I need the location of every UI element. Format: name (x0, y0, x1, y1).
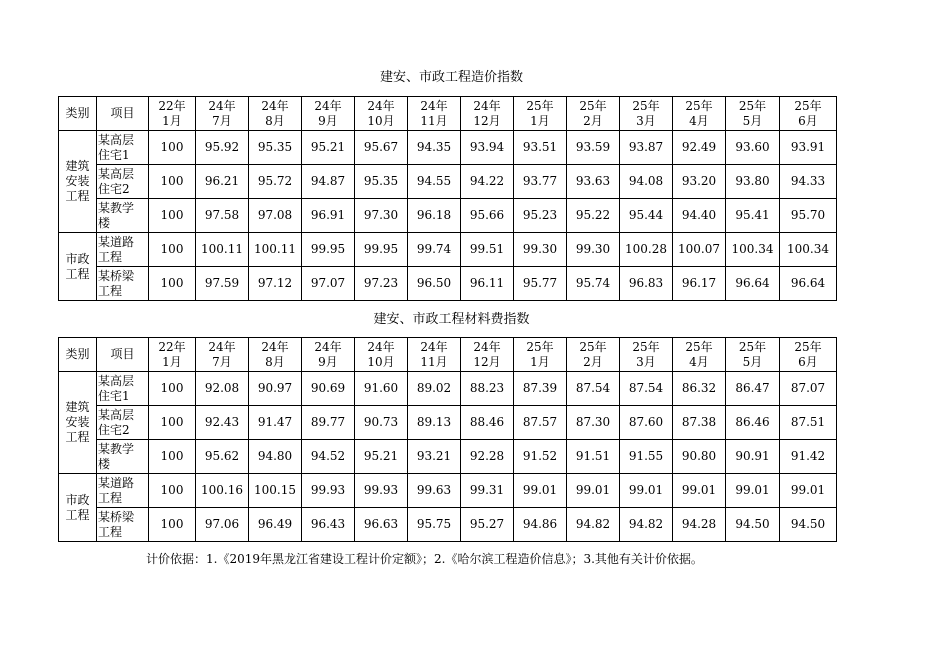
period-header-line: 24年 (473, 98, 501, 113)
period-header (461, 338, 514, 372)
period-header-line: 24年 (261, 98, 289, 113)
table-body (59, 131, 837, 301)
index-value-cell: 93.59 (567, 131, 620, 165)
period-header-line: 24年 (367, 98, 395, 113)
period-header-line: 25年 (794, 339, 822, 354)
category-header: 类别 (59, 97, 97, 131)
category-line: 工程 (65, 266, 90, 281)
category-line: 工程 (65, 189, 90, 203)
index-value-cell: 97.58 (196, 199, 249, 233)
index-value-cell: 94.50 (726, 508, 780, 542)
index-value-cell: 94.35 (408, 131, 461, 165)
index-value-cell: 97.07 (302, 267, 355, 301)
item-line: 住宅2 (98, 181, 130, 196)
period-header-line: 3月 (636, 354, 656, 369)
material-index-title: 建安、市政工程材料费指数 (373, 312, 530, 327)
period-header-line: 24年 (314, 339, 342, 354)
item-header: 项目 (97, 97, 149, 131)
index-value-cell: 91.52 (514, 440, 567, 474)
period-header-line: 4月 (689, 113, 709, 128)
index-value-cell: 100.34 (726, 233, 780, 267)
period-header (726, 338, 780, 372)
index-value-cell: 91.60 (355, 372, 408, 406)
index-value-cell: 90.73 (355, 406, 408, 440)
index-value-cell: 86.47 (726, 372, 780, 406)
index-value-cell: 100 (149, 372, 196, 406)
index-value-cell: 86.32 (673, 372, 726, 406)
period-header (302, 97, 355, 131)
index-value-cell: 99.95 (355, 233, 408, 267)
item-line: 工程 (98, 490, 123, 505)
index-value-cell: 96.18 (408, 199, 461, 233)
category-line: 安装 (65, 415, 90, 429)
index-value-cell: 97.12 (249, 267, 302, 301)
item-line: 某高层 (98, 373, 135, 388)
table-row (59, 406, 837, 440)
period-header (355, 338, 408, 372)
period-header-line: 5月 (742, 354, 763, 369)
index-value-cell: 91.51 (567, 440, 620, 474)
index-value-cell: 94.80 (249, 440, 302, 474)
period-header (149, 97, 196, 131)
index-value-cell: 92.28 (461, 440, 514, 474)
index-value-cell: 93.91 (780, 131, 837, 165)
index-value-cell: 93.63 (567, 165, 620, 199)
item-cell (97, 372, 149, 406)
index-value-cell: 99.31 (461, 474, 514, 508)
item-line: 住宅2 (98, 422, 130, 437)
table-row (59, 165, 837, 199)
index-value-cell: 95.21 (355, 440, 408, 474)
index-value-cell: 90.91 (726, 440, 780, 474)
item-line: 某高层 (98, 166, 135, 181)
table-row (59, 474, 837, 508)
period-header-line: 24年 (367, 339, 395, 354)
index-value-cell: 95.22 (567, 199, 620, 233)
index-value-cell: 100.16 (196, 474, 249, 508)
index-value-cell: 87.54 (620, 372, 673, 406)
index-value-cell: 99.01 (673, 474, 726, 508)
index-value-cell: 100 (149, 474, 196, 508)
period-header (673, 338, 726, 372)
period-header-line: 24年 (314, 98, 342, 113)
category-cell (59, 372, 97, 474)
period-header (620, 338, 673, 372)
index-value-cell: 100 (149, 233, 196, 267)
index-value-cell: 100 (149, 131, 196, 165)
period-header-line: 7月 (212, 354, 232, 369)
period-header-line: 5月 (742, 113, 763, 128)
period-header (514, 338, 567, 372)
period-header (726, 97, 780, 131)
index-value-cell: 90.69 (302, 372, 355, 406)
period-header-line: 4月 (689, 354, 709, 369)
period-header (567, 338, 620, 372)
index-value-cell: 95.92 (196, 131, 249, 165)
cost-index-table (58, 96, 837, 301)
category-line: 安装 (65, 174, 90, 188)
index-value-cell: 88.23 (461, 372, 514, 406)
index-value-cell: 91.55 (620, 440, 673, 474)
index-value-cell: 100.11 (196, 233, 249, 267)
table-row (59, 508, 837, 542)
table-row (59, 233, 837, 267)
table-row (59, 267, 837, 301)
index-value-cell: 87.38 (673, 406, 726, 440)
index-value-cell: 96.64 (780, 267, 837, 301)
index-value-cell: 89.77 (302, 406, 355, 440)
index-value-cell: 93.77 (514, 165, 567, 199)
index-value-cell: 94.28 (673, 508, 726, 542)
index-value-cell: 99.01 (726, 474, 780, 508)
period-header-line: 1月 (530, 113, 550, 128)
item-cell (97, 508, 149, 542)
index-value-cell: 87.51 (780, 406, 837, 440)
item-line: 某教学 (98, 441, 135, 456)
index-value-cell: 99.01 (567, 474, 620, 508)
item-header: 项目 (97, 338, 149, 372)
index-value-cell: 97.30 (355, 199, 408, 233)
index-value-cell: 87.39 (514, 372, 567, 406)
item-line: 某道路 (98, 475, 135, 490)
period-header (149, 338, 196, 372)
category-line: 建筑 (65, 159, 90, 173)
index-value-cell: 95.67 (355, 131, 408, 165)
period-header (673, 97, 726, 131)
index-value-cell: 89.02 (408, 372, 461, 406)
item-cell (97, 199, 149, 233)
item-line: 住宅1 (98, 388, 130, 403)
item-line: 某桥梁 (98, 268, 135, 283)
period-header-line: 10月 (367, 354, 395, 369)
table-row (59, 199, 837, 233)
header-row (59, 97, 837, 131)
item-line: 楼 (98, 456, 111, 471)
period-header-line: 22年 (158, 339, 186, 354)
period-header-line: 25年 (632, 339, 660, 354)
index-value-cell: 92.49 (673, 131, 726, 165)
table-row (59, 372, 837, 406)
period-header-line: 22年 (158, 98, 186, 113)
table-row (59, 440, 837, 474)
index-value-cell: 96.91 (302, 199, 355, 233)
period-header-line: 7月 (212, 113, 232, 128)
item-line: 某教学 (98, 200, 135, 215)
index-value-cell: 100 (149, 508, 196, 542)
index-value-cell: 94.82 (567, 508, 620, 542)
index-value-cell: 99.30 (567, 233, 620, 267)
index-value-cell: 99.63 (408, 474, 461, 508)
category-line: 建筑 (65, 400, 90, 414)
item-cell (97, 131, 149, 165)
index-value-cell: 96.63 (355, 508, 408, 542)
index-value-cell: 92.43 (196, 406, 249, 440)
index-value-cell: 94.86 (514, 508, 567, 542)
period-header-line: 25年 (579, 98, 607, 113)
category-cell (59, 131, 97, 233)
index-value-cell: 97.08 (249, 199, 302, 233)
index-value-cell: 100.15 (249, 474, 302, 508)
period-header (461, 97, 514, 131)
period-header-line: 25年 (738, 98, 767, 113)
index-value-cell: 95.77 (514, 267, 567, 301)
category-line: 市政 (65, 251, 90, 266)
period-header-line: 9月 (318, 113, 338, 128)
index-value-cell: 95.44 (620, 199, 673, 233)
item-cell (97, 474, 149, 508)
index-value-cell: 87.60 (620, 406, 673, 440)
index-value-cell: 95.35 (355, 165, 408, 199)
index-value-cell: 97.06 (196, 508, 249, 542)
index-value-cell: 94.55 (408, 165, 461, 199)
period-header-line: 1月 (530, 354, 550, 369)
index-value-cell: 89.13 (408, 406, 461, 440)
index-value-cell: 99.51 (461, 233, 514, 267)
period-header-line: 25年 (685, 98, 713, 113)
period-header-line: 25年 (794, 98, 822, 113)
index-value-cell: 91.42 (780, 440, 837, 474)
period-header (355, 97, 408, 131)
index-value-cell: 100.11 (249, 233, 302, 267)
index-value-cell: 95.23 (514, 199, 567, 233)
index-value-cell: 87.07 (780, 372, 837, 406)
index-value-cell: 95.72 (249, 165, 302, 199)
index-value-cell: 95.66 (461, 199, 514, 233)
index-value-cell: 95.75 (408, 508, 461, 542)
item-line: 某桥梁 (98, 509, 135, 524)
index-value-cell: 87.30 (567, 406, 620, 440)
period-header-line: 25年 (685, 339, 713, 354)
period-header-line: 11月 (420, 113, 448, 128)
period-header (408, 338, 461, 372)
header-row (59, 338, 837, 372)
index-value-cell: 96.17 (673, 267, 726, 301)
cost-index-title: 建安、市政工程造价指数 (379, 70, 523, 85)
category-line: 市政 (65, 492, 90, 507)
index-value-cell: 96.11 (461, 267, 514, 301)
item-cell (97, 406, 149, 440)
period-header-line: 24年 (420, 339, 448, 354)
period-header-line: 12月 (473, 113, 501, 128)
index-value-cell: 94.52 (302, 440, 355, 474)
index-value-cell: 93.80 (726, 165, 780, 199)
pricing-basis-note: 计价依据：1.《2019年黑龙江省建设工程计价定额》；2.《哈尔滨工程造价信息》；3.其他有关计价依据。 (146, 552, 703, 566)
index-value-cell: 97.23 (355, 267, 408, 301)
period-header-line: 10月 (367, 113, 395, 128)
index-value-cell: 86.46 (726, 406, 780, 440)
index-value-cell: 93.94 (461, 131, 514, 165)
period-header-line: 25年 (526, 339, 554, 354)
index-value-cell: 96.49 (249, 508, 302, 542)
index-value-cell: 95.21 (302, 131, 355, 165)
index-value-cell: 94.22 (461, 165, 514, 199)
period-header-line: 2月 (583, 113, 603, 128)
index-value-cell: 100 (149, 165, 196, 199)
index-value-cell: 96.50 (408, 267, 461, 301)
index-value-cell: 99.74 (408, 233, 461, 267)
category-cell (59, 474, 97, 542)
table-header (59, 97, 837, 131)
index-value-cell: 99.30 (514, 233, 567, 267)
period-header-line: 6月 (798, 354, 818, 369)
period-header-line: 6月 (798, 113, 818, 128)
period-header-line: 25年 (526, 98, 554, 113)
index-value-cell: 100 (149, 440, 196, 474)
period-header (302, 338, 355, 372)
index-value-cell: 99.01 (780, 474, 837, 508)
table-body (59, 372, 837, 542)
index-value-cell: 90.97 (249, 372, 302, 406)
index-value-cell: 93.87 (620, 131, 673, 165)
index-value-cell: 93.60 (726, 131, 780, 165)
period-header-line: 8月 (265, 354, 285, 369)
index-value-cell: 100.07 (673, 233, 726, 267)
item-cell (97, 165, 149, 199)
item-line: 工程 (98, 524, 123, 539)
period-header-line: 11月 (420, 354, 448, 369)
period-header (249, 338, 302, 372)
category-header: 类别 (59, 338, 97, 372)
index-value-cell: 95.27 (461, 508, 514, 542)
period-header (620, 97, 673, 131)
period-header (780, 97, 837, 131)
item-line: 工程 (98, 249, 123, 264)
category-line: 工程 (65, 507, 90, 522)
period-header-line: 24年 (208, 98, 236, 113)
period-header-line: 24年 (473, 339, 501, 354)
index-value-cell: 94.50 (780, 508, 837, 542)
index-value-cell: 100.28 (620, 233, 673, 267)
index-value-cell: 96.21 (196, 165, 249, 199)
index-value-cell: 93.20 (673, 165, 726, 199)
index-value-cell: 88.46 (461, 406, 514, 440)
category-line: 工程 (65, 430, 90, 444)
index-value-cell: 94.08 (620, 165, 673, 199)
index-value-cell: 100 (149, 267, 196, 301)
index-value-cell: 95.74 (567, 267, 620, 301)
period-header-line: 25年 (579, 339, 607, 354)
period-header-line: 8月 (265, 113, 285, 128)
index-value-cell: 96.83 (620, 267, 673, 301)
index-value-cell: 94.82 (620, 508, 673, 542)
index-value-cell: 99.01 (620, 474, 673, 508)
index-value-cell: 90.80 (673, 440, 726, 474)
index-value-cell: 93.21 (408, 440, 461, 474)
period-header-line: 25年 (738, 339, 767, 354)
index-value-cell: 99.95 (302, 233, 355, 267)
period-header (514, 97, 567, 131)
period-header (780, 338, 837, 372)
period-header-line: 12月 (473, 354, 501, 369)
index-value-cell: 94.33 (780, 165, 837, 199)
category-cell (59, 233, 97, 301)
index-value-cell: 87.54 (567, 372, 620, 406)
index-value-cell: 95.62 (196, 440, 249, 474)
index-value-cell: 96.43 (302, 508, 355, 542)
table-header (59, 338, 837, 372)
index-value-cell: 94.40 (673, 199, 726, 233)
period-header-line: 24年 (261, 339, 289, 354)
index-value-cell: 94.87 (302, 165, 355, 199)
item-line: 住宅1 (98, 147, 130, 162)
index-value-cell: 93.51 (514, 131, 567, 165)
index-value-cell: 92.08 (196, 372, 249, 406)
table-row (59, 131, 837, 165)
index-value-cell: 96.64 (726, 267, 780, 301)
index-value-cell: 100.34 (780, 233, 837, 267)
index-value-cell: 95.70 (780, 199, 837, 233)
period-header (249, 97, 302, 131)
index-value-cell: 95.41 (726, 199, 780, 233)
index-value-cell: 91.47 (249, 406, 302, 440)
material-index-table (58, 337, 837, 542)
index-value-cell: 100 (149, 406, 196, 440)
period-header (196, 338, 249, 372)
period-header (567, 97, 620, 131)
index-value-cell: 97.59 (196, 267, 249, 301)
index-value-cell: 95.35 (249, 131, 302, 165)
index-value-cell: 99.93 (302, 474, 355, 508)
index-value-cell: 99.93 (355, 474, 408, 508)
period-header-line: 25年 (632, 98, 660, 113)
period-header (408, 97, 461, 131)
item-cell (97, 440, 149, 474)
period-header-line: 1月 (162, 354, 182, 369)
period-header-line: 24年 (420, 98, 448, 113)
period-header-line: 3月 (636, 113, 656, 128)
item-line: 楼 (98, 215, 111, 230)
index-value-cell: 100 (149, 199, 196, 233)
index-value-cell: 87.57 (514, 406, 567, 440)
period-header (196, 97, 249, 131)
period-header-line: 9月 (318, 354, 338, 369)
period-header-line: 24年 (208, 339, 236, 354)
item-line: 某道路 (98, 234, 135, 249)
item-line: 工程 (98, 283, 123, 298)
item-line: 某高层 (98, 407, 135, 422)
period-header-line: 1月 (162, 113, 182, 128)
period-header-line: 2月 (583, 354, 603, 369)
index-value-cell: 99.01 (514, 474, 567, 508)
item-line: 某高层 (98, 132, 135, 147)
item-cell (97, 233, 149, 267)
item-cell (97, 267, 149, 301)
